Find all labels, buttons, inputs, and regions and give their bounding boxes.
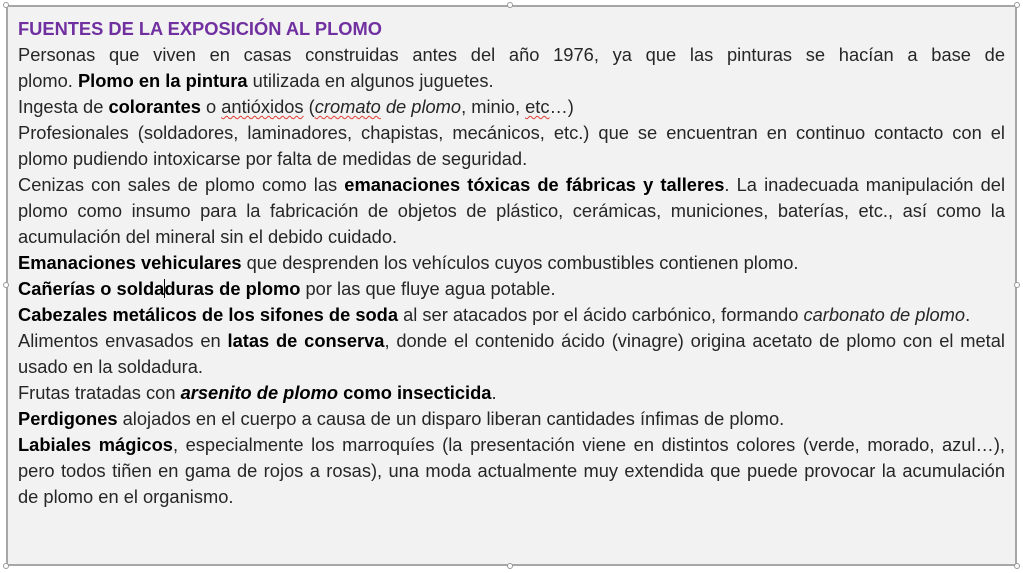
italic-run: carbonato de plomo xyxy=(803,304,966,325)
text-run: Cenizas con sales de plomo como las xyxy=(18,174,345,195)
paragraph-siphons xyxy=(18,302,1005,328)
text-box[interactable] xyxy=(6,5,1017,566)
paragraph-professionals: Profesionales (soldadores, laminadores, chapistas, mecánicos, etc.) que se encuentran en continuo contacto con el plomo pudiendo intoxicarse por falta de medidas de seguridad. xyxy=(18,122,1005,169)
text-run: al ser atacados por el ácido carbónico, formando xyxy=(398,304,804,325)
text-run: . xyxy=(965,304,971,325)
bold-run: Perdigones xyxy=(18,408,118,429)
text-run: Frutas tratadas con xyxy=(18,382,181,403)
text-run: por las que fluye agua potable. xyxy=(300,278,556,299)
bold-run: como insecticida xyxy=(338,382,492,403)
resize-handle-top-right[interactable] xyxy=(1014,2,1020,8)
paragraph-vehicles xyxy=(18,250,1005,276)
paragraph-ashes xyxy=(18,172,1005,250)
spellcheck-word: etc xyxy=(525,96,550,117)
text-run: alojados en el cuerpo a causa de un disparo liberan cantidades ínfimas de plomo. xyxy=(117,408,785,429)
text-run: . La inadecuada manipulación del plomo como insumo para la fabricación de objetos de plástico, cerámicas, municiones, baterías, etc., así como la acumulación del mineral sin el debido cuidado. xyxy=(18,174,1006,247)
bold-run: Plomo en la pintura xyxy=(77,70,248,91)
bold-run: Cañerías o solda xyxy=(18,278,165,299)
document-title: FUENTES DE LA EXPOSICIÓN AL PLOMO xyxy=(18,18,382,39)
resize-handle-left[interactable] xyxy=(3,282,9,288)
text-run: plomo. xyxy=(18,70,78,91)
spellcheck-word: antióxidos xyxy=(221,96,304,117)
text-run: utilizada en algunos juguetes. xyxy=(247,70,494,91)
resize-handle-bottom-right[interactable] xyxy=(1014,563,1020,569)
resize-handle-right[interactable] xyxy=(1014,282,1020,288)
resize-handle-bottom[interactable] xyxy=(507,563,513,569)
resize-handle-top-left[interactable] xyxy=(3,2,9,8)
text-run: ( xyxy=(303,96,315,117)
text-run: , donde el contenido ácido (vinagre) origina acetato de plomo con el metal usado en la soldadura. xyxy=(18,330,1005,377)
text-run: . xyxy=(491,382,497,403)
resize-handle-bottom-left[interactable] xyxy=(3,563,9,569)
text-run: que desprenden los vehículos cuyos combustibles contienen plomo. xyxy=(241,252,799,273)
spellcheck-word: cromato xyxy=(314,96,381,117)
paragraph-paint-continued xyxy=(18,68,1005,94)
text-run: Ingesta de xyxy=(18,96,109,117)
paragraph-colorants xyxy=(18,94,1005,120)
bold-run: duras de plomo xyxy=(164,278,301,299)
text-run: Personas que viven en casas construidas antes del año 1976, ya que las pinturas se hacían a base de xyxy=(18,44,1005,65)
bold-italic-run: arsenito de plomo xyxy=(180,382,339,403)
paragraph-fruits xyxy=(18,380,1005,406)
resize-handle-top[interactable] xyxy=(507,2,513,8)
bold-run: emanaciones tóxicas de fábricas y talleres xyxy=(344,174,725,195)
text-run: , minio, xyxy=(461,96,526,117)
paragraph-cans xyxy=(18,328,1005,380)
text-run: , especialmente los marroquíes (la presentación viene en distintos colores (verde, morado, azul…), pero todos tiñen en gama de rojos a rosas), una moda actualmente muy extendida que puede provocar la acumulación de plomo en el organismo. xyxy=(18,434,1005,507)
paragraph-lipsticks xyxy=(18,432,1005,510)
bold-run: Emanaciones vehiculares xyxy=(18,252,242,273)
paragraph-paint xyxy=(18,42,1005,68)
bold-run: colorantes xyxy=(108,96,201,117)
text-run: Alimentos envasados en xyxy=(18,330,228,351)
bold-run: Cabezales metálicos de los sifones de soda xyxy=(18,304,398,325)
text-run: o xyxy=(200,96,222,117)
bold-run: Labiales mágicos xyxy=(18,434,173,455)
paragraph-pellets xyxy=(18,406,1005,432)
text-run: …) xyxy=(549,96,574,117)
italic-run: de plomo xyxy=(380,96,462,117)
bold-run: latas de conserva xyxy=(227,330,385,351)
paragraph-pipes xyxy=(18,276,1005,302)
